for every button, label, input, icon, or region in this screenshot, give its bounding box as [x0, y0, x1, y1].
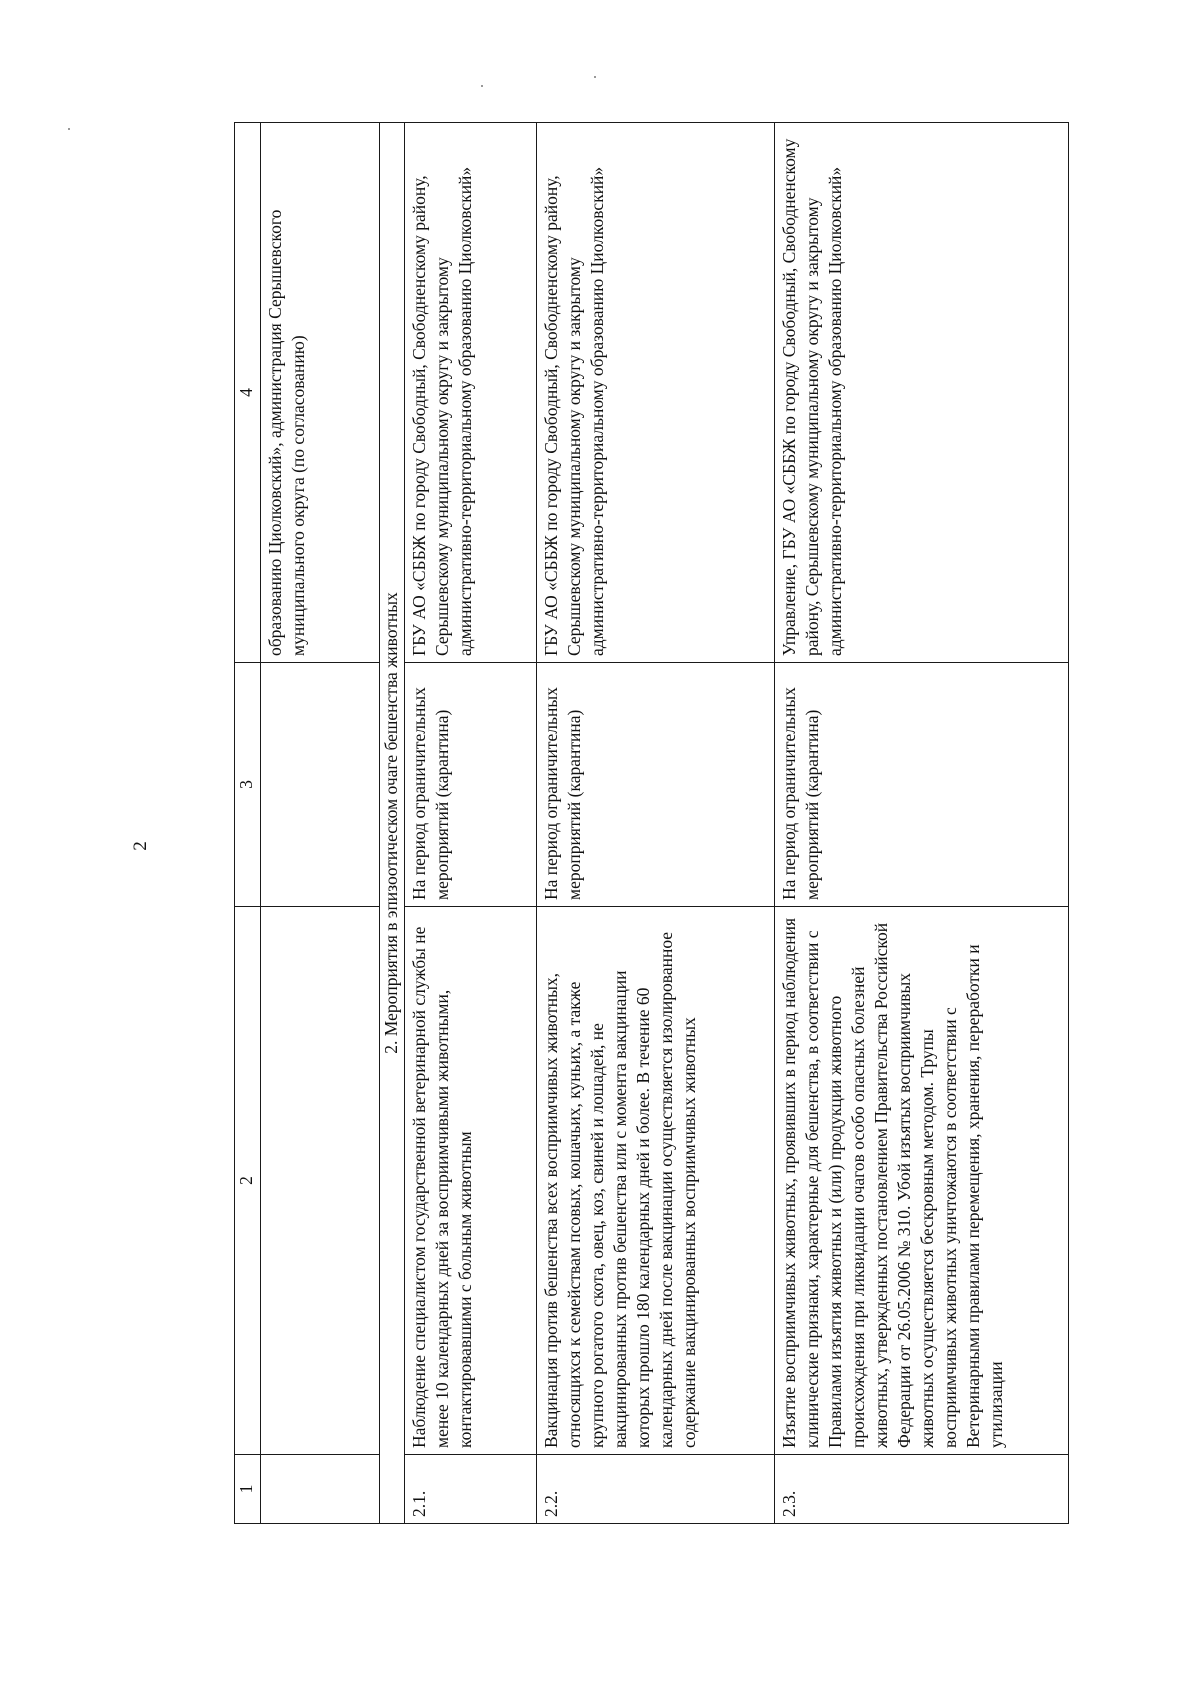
- row-responsible: ГБУ АО «СББЖ по городу Свободный, Свободненскому району, Серышевскому муниципальному округу и закрытому административно-территориальному образованию Циолковский»: [537, 123, 775, 663]
- page-number: 2: [130, 841, 151, 851]
- cont-cell-3: [260, 663, 379, 907]
- row-number: 2.2.: [537, 1455, 775, 1524]
- row-number: 2.3.: [775, 1455, 1069, 1524]
- row-period: На период ограничительных мероприятий (карантина): [537, 663, 775, 907]
- row-responsible: Управление, ГБУ АО «СББЖ по городу Свободный, Свободненскому району, Серышевскому муниципальному округу и закрытому административно-территориальному образованию Циолковский»: [775, 123, 1069, 663]
- header-col-3: 3: [235, 663, 261, 907]
- measures-table-frame: [234, 123, 1069, 1524]
- table-row: [775, 123, 1069, 1524]
- measures-table: [234, 122, 1069, 1524]
- row-action: Наблюдение специалистом государственной ветеринарной службы не менее 10 календарных дней за восприимчивыми животными, контактировавшими с больным животным: [405, 907, 537, 1455]
- cont-cell-4: образованию Циолковский», администрация Серышевского муниципального округа (по согласованию): [260, 123, 379, 663]
- row-action: Вакцинация против бешенства всех восприимчивых животных, относящихся к семействам псовых, кошачьих, куньих, а также крупного рогатого скота, овец, коз, свиней и лошадей, не вакцинированных против бешенства или с момента вакцинации которых прошло 180 календарных дней и более. В течение 60 календарных дней после вакцинации осуществляется изолированное содержание вакцинированных восприимчивых животных: [537, 907, 775, 1455]
- section-title: 2. Мероприятия в эпизоотическом очаге бешенства животных: [380, 123, 405, 1524]
- row-period: На период ограничительных мероприятий (карантина): [775, 663, 1069, 907]
- header-col-2: 2: [235, 907, 261, 1455]
- row-action: Изъятие восприимчивых животных, проявивших в период наблюдения клинические признаки, характерные для бешенства, в соответствии с Правилами изъятия животных и (или) продукции животного происхождения при ликвидации очагов особо опасных болезней животных, утвержденных постановлением Правительства Российской Федерации от 26.05.2006 № 310. Убой изъятых восприимчивых животных осуществляется бескровным методом. Трупы восприимчивых животных уничтожаются в соответствии с Ветеринарными правилами перемещения, хранения, переработки и утилизации: [775, 907, 1069, 1455]
- row-responsible: ГБУ АО «СББЖ по городу Свободный, Свободненскому району, Серышевскому муниципальному округу и закрытому административно-территориальному образованию Циолковский»: [405, 123, 537, 663]
- continuation-row: [260, 123, 379, 1524]
- cont-cell-1: [260, 1455, 379, 1524]
- row-period: На период ограничительных мероприятий (карантина): [405, 663, 537, 907]
- scan-speck: [481, 85, 483, 87]
- section-row: [380, 123, 405, 1524]
- cont-cell-2: [260, 907, 379, 1455]
- scan-speck: [594, 76, 596, 78]
- header-col-4: 4: [235, 123, 261, 663]
- table-row: [537, 123, 775, 1524]
- scan-speck: [68, 128, 70, 130]
- row-number: 2.1.: [405, 1455, 537, 1524]
- header-row: [235, 123, 261, 1524]
- table-row: [405, 123, 537, 1524]
- header-col-1: 1: [235, 1455, 261, 1524]
